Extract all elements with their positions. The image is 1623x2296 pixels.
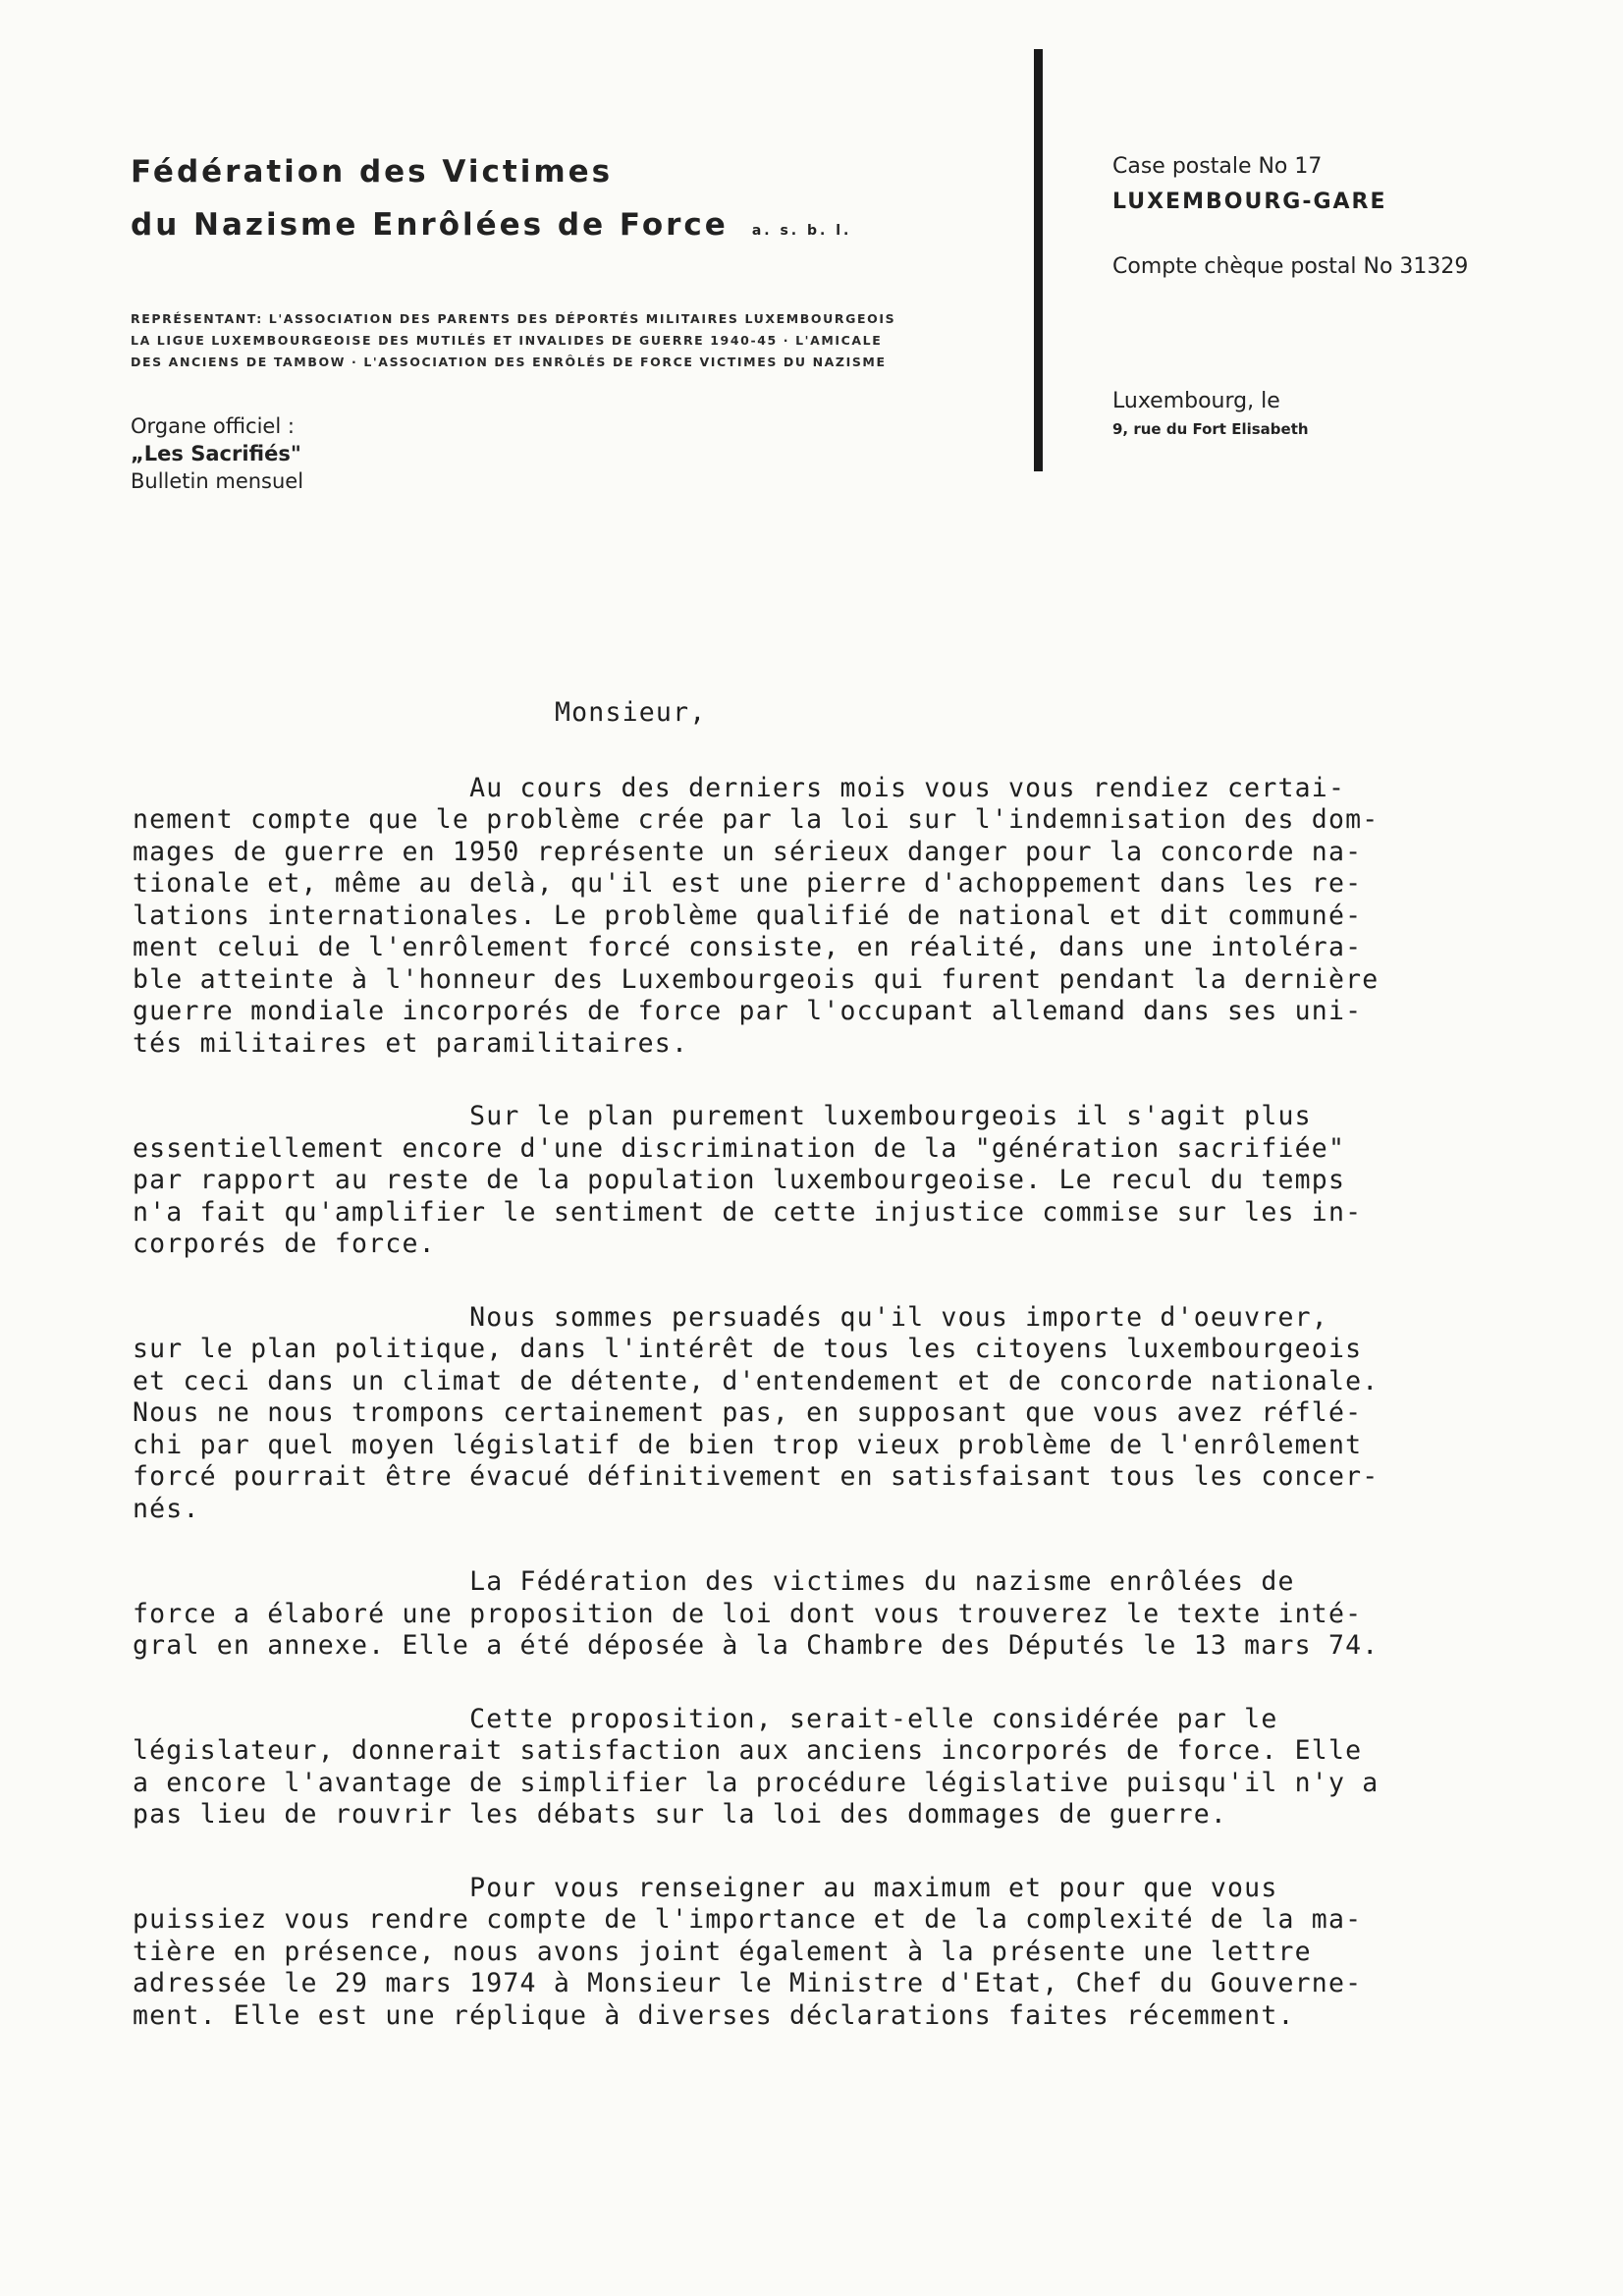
text-line: guerre mondiale incorporés de force par l'occupant allemand dans ses uni- xyxy=(133,996,1363,1026)
letter-body xyxy=(133,697,1596,2073)
text-line: Nous ne nous trompons certainement pas, en supposant que vous avez réflé- xyxy=(133,1397,1363,1428)
text-line: chi par quel moyen législatif de bien trop vieux problème de l'enrôlement xyxy=(133,1429,1363,1460)
paragraph xyxy=(133,1704,1596,1831)
city: LUXEMBOURG-GARE xyxy=(1112,190,1387,214)
text-line: puissiez vous rendre compte de l'importance et de la complexité de la ma- xyxy=(133,1904,1363,1935)
representant-line: DES ANCIENS DE TAMBOW · L'ASSOCIATION DES ENRÔLÉS DE FORCE VICTIMES DU NAZISME xyxy=(131,355,887,369)
letterhead-left xyxy=(131,145,995,495)
text-line: et ceci dans un climat de détente, d'entendement et de concorde nationale. xyxy=(133,1365,1380,1396)
paragraph xyxy=(133,1566,1596,1663)
paragraph xyxy=(133,773,1596,1061)
letterhead-right xyxy=(1112,149,1584,442)
text-line: pas lieu de rouvrir les débats sur la loi des dommages de guerre. xyxy=(133,1799,1228,1830)
text-line: Pour vous renseigner au maximum et pour que vous xyxy=(133,1872,1278,1903)
text-line: lations internationales. Le problème qualifié de national et dit communé- xyxy=(133,900,1363,931)
organe-subtitle: Bulletin mensuel xyxy=(131,469,304,493)
text-line: a encore l'avantage de simplifier la procédure législative puisqu'il n'y a xyxy=(133,1767,1380,1798)
text-line: ble atteinte à l'honneur des Luxembourgeois qui furent pendant la dernière xyxy=(133,963,1380,995)
case-postale: Case postale No 17 xyxy=(1112,154,1323,179)
text-line: forcé pourrait être évacué définitivement en satisfaisant tous les concer- xyxy=(133,1461,1380,1492)
place-date-line: Luxembourg, le xyxy=(1112,389,1280,413)
organe-title: „Les Sacrifiés" xyxy=(131,442,301,465)
text-line: nement compte que le problème crée par la loi sur l'indemnisation des dom- xyxy=(133,804,1380,835)
text-line: mages de guerre en 1950 représente un sérieux danger pour la concorde na- xyxy=(133,836,1363,867)
text-line: tionale et, même au delà, qu'il est une pierre d'achoppement dans les re- xyxy=(133,868,1363,899)
text-line: Au cours des derniers mois vous vous rendiez certai- xyxy=(133,772,1346,803)
paragraph xyxy=(133,1302,1596,1526)
text-line: législateur, donnerait satisfaction aux anciens incorporés de force. Elle xyxy=(133,1735,1363,1766)
text-line: La Fédération des victimes du nazisme enrôlées de xyxy=(133,1566,1295,1597)
text-line: Cette proposition, serait-elle considérée par le xyxy=(133,1703,1278,1734)
text-line: corporés de force. xyxy=(133,1229,436,1259)
text-line: ment celui de l'enrôlement forcé consiste, en réalité, dans une intoléra- xyxy=(133,932,1363,962)
text-line: essentiellement encore d'une discrimination de la "génération sacrifiée" xyxy=(133,1132,1346,1164)
organe-label: Organe officiel : xyxy=(131,414,295,438)
representant-block xyxy=(131,308,995,373)
text-line: Nous sommes persuadés qu'il vous importe d'oeuvrer, xyxy=(133,1301,1328,1333)
text-line: sur le plan politique, dans l'intérêt de tous les citoyens luxembourgeois xyxy=(133,1334,1363,1364)
organization-name-line2-text: du Nazisme Enrôlées de Force xyxy=(131,207,729,243)
text-line: tés militaires et paramilitaires. xyxy=(133,1027,689,1059)
organization-name-line1: Fédération des Victimes xyxy=(131,154,614,190)
compte-cheque-postal: Compte chèque postal No 31329 xyxy=(1112,254,1469,279)
paragraph xyxy=(133,1101,1596,1261)
street-address: 9, rue du Fort Elisabeth xyxy=(1112,420,1309,438)
salutation: Monsieur, xyxy=(555,697,707,728)
text-line: tière en présence, nous avons joint également à la présente une lettre xyxy=(133,1936,1312,1967)
representant-line: LA LIGUE LUXEMBOURGEOISE DES MUTILÉS ET INVALIDES DE GUERRE 1940-45 · L'AMICALE xyxy=(131,333,883,348)
organization-name-line2 xyxy=(131,198,995,257)
text-line: adressée le 29 mars 1974 à Monsieur le Ministre d'Etat, Chef du Gouverne- xyxy=(133,1968,1363,1998)
text-line: Sur le plan purement luxembourgeois il s'agit plus xyxy=(133,1101,1312,1131)
text-line: gral en annexe. Elle a été déposée à la Chambre des Députés le 13 mars 74. xyxy=(133,1630,1380,1661)
organe-officiel-block xyxy=(131,412,995,495)
text-line: par rapport au reste de la population luxembourgeoise. Le recul du temps xyxy=(133,1165,1346,1195)
letterhead-divider xyxy=(1034,49,1043,471)
text-line: force a élaboré une proposition de loi dont vous trouverez le texte inté- xyxy=(133,1598,1363,1629)
asbl-label: a. s. b. l. xyxy=(751,223,852,239)
text-line: ment. Elle est une réplique à diverses déclarations faites récemment. xyxy=(133,1999,1295,2031)
text-line: nés. xyxy=(133,1493,200,1524)
text-line: n'a fait qu'amplifier le sentiment de cette injustice commise sur les in- xyxy=(133,1196,1363,1228)
paragraph xyxy=(133,1873,1596,2033)
representant-line: REPRÉSENTANT: L'ASSOCIATION DES PARENTS DES DÉPORTÉS MILITAIRES LUXEMBOURGEOIS xyxy=(131,311,896,326)
